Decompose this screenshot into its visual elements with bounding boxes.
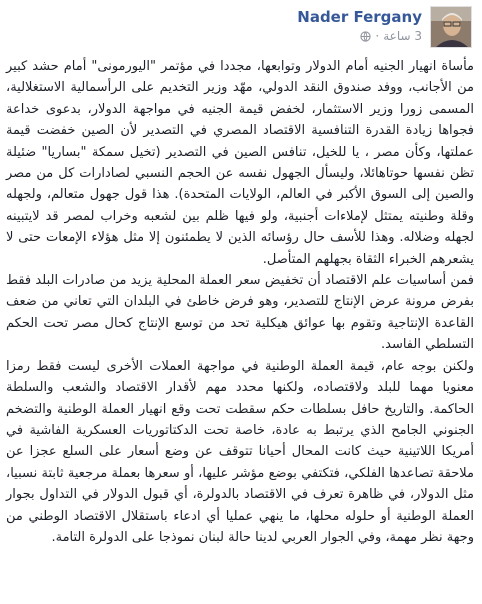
post-meta [360, 29, 422, 43]
avatar-photo-icon [431, 7, 471, 47]
author-avatar[interactable] [430, 6, 472, 48]
post-paragraph: فمن أساسيات علم الاقتصاد أن تخفيض سعر العملة المحلية يزيد من صادرات البلد فقط بفرض مرونة عرض الإنتاج للتصدير، وهو فرض خاطئ في البلدان التي تعاني من ضعف القاعدة الإنتاجية وتقوم بها عوائق هيكلية تحد من توسع الإنتاج كحال مصر تحت الحكم التسلطي الفاسد. [6, 273, 474, 353]
post-body [6, 56, 474, 548]
post-paragraph: ولكنن بوجه عام، قيمة العملة الوطنية في مواجهة العملات الأخرى ليست فقط رمزا معنويا مهما للبلد ولاقتصاده، ولكنها محدد مهم لأقدار الاقتصاد والشعب والسلطة الحاكمة. والتاريخ حافل بسلطات حكم سقطت تحت وقع انهيار العملة الوطنية والتضخم الجنوني الجامح الذي يرتبط به عادة، خاصة تحت الدكتاتوريات العسكرية الفاشية في أمريكا اللاتينية حيث كانت المحال أحيانا تتوقف عن وضع أسعار على السلع عجزا عن ملاحقة تصاعدها الفلكي، فتكتفي بوضع مؤشر عليها، أو سعرها بعملة مرجعية ثابتة نسبيا، مثل الدولار، في ظاهرة تعرف في الاقتصاد بالدولرة، أي قبول الدولار في التداول بجوار العملة الوطنية أو حلوله محلها، ما ينهي عمليا أي ادعاء باستقلال الاقتصاد الوطني من وجهة نظر مهمة، وفي الجوار العربي لدينا حالة لبنان نموذجا على الدولرة التامة. [6, 358, 474, 545]
meta-separator: · [375, 29, 380, 43]
post-paragraph: مأساة انهيار الجنيه أمام الدولار وتوابعها، مجددا في مؤتمر "اليورمونى" أمام حشد كبير من الأجانب، ووفد صندوق النقد الدولي، مهّد وزير التخديم على الرأسمالية الاستغلالية، المسمى زورا وزير الاستثمار، لخفض قيمة الجنيه في مواجهة الدولار، بدعوى خداعة فجواها زيادة القدرة التنافسية الاقتصاد المصري في التصدير لأن الصين خفضت قيمة عملتها، وكأن مصر ، يا للخيل، تنافس الصين في التصدير (تخيل سمكة "بساريا" ضئيلة تظن نفسها حوتاهائلا، وليسأل الجهول نفسه عن الحجم النسبي لصادارات كل من مصر والصين إلى السوق الأكبر في العالم، الولايات المتحدة). هذا قول جهول متعالم، ولجهله وقلة وطنيته يمتثل لإملاءات أجنبية، ولو فيها ظلم بين لشعبه وخراب لمصر قد لايتبينه لجهله وضلاله. وهذا للأسف حال رؤسائه الذين لا يطمئنون إلا مثل هؤلاء الإمعات حتى لا يشعرهم الخبراء الثقاة بجهلهم المتأصل. [6, 59, 474, 267]
globe-icon[interactable] [360, 31, 371, 42]
author-name-link[interactable]: Nader Fergany [297, 8, 422, 26]
post-header [0, 0, 482, 52]
post-timestamp[interactable]: 3 ساعة [383, 29, 422, 43]
